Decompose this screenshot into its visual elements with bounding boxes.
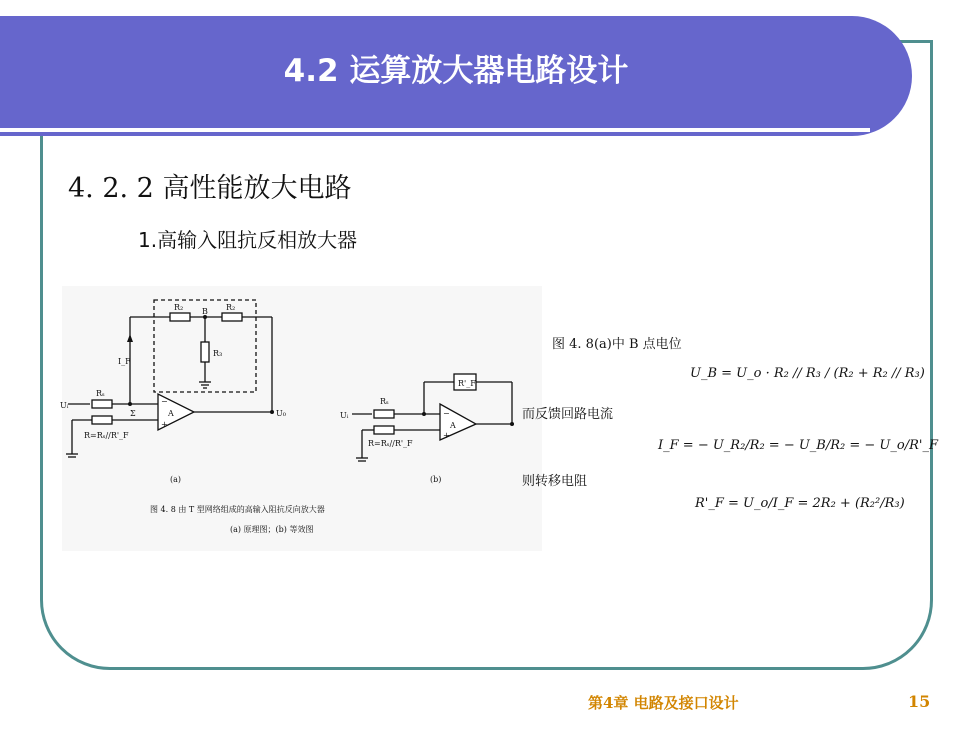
label-a: (a)	[170, 475, 182, 484]
footer-chapter: 第4章 电路及接口设计	[588, 694, 739, 712]
equation-rf: R'_F = U_o/I_F = 2R₂ + (R₂²/R₃)	[695, 496, 905, 511]
equation-if: I_F = − U_R₂/R₂ = − U_B/R₂ = − U_o/R'_F	[658, 438, 938, 453]
uo-a-label: U₀	[276, 409, 286, 418]
slide-title: 4.2 运算放大器电路设计	[283, 53, 629, 89]
r3-label: R₃	[213, 349, 223, 358]
minus-a-label: −	[161, 397, 168, 406]
plus-a-label: +	[161, 420, 168, 429]
circuit-figure	[62, 286, 542, 551]
rs-a-label: Rₛ	[96, 389, 105, 398]
r2-right-label: R₂	[226, 303, 236, 312]
sigma-label: Σ	[130, 409, 136, 418]
ui-a-label: Uᵢ	[60, 401, 69, 410]
title-underline	[0, 128, 870, 132]
amp-a-label: A	[168, 409, 174, 418]
if-label: I_F	[118, 357, 131, 366]
explain-line-1: 图 4. 8(a)中 B 点电位	[552, 337, 682, 352]
label-b: (b)	[430, 475, 442, 484]
footer-page-number: 15	[908, 692, 931, 711]
figure-caption-sub: (a) 原理图；(b) 等效图	[230, 525, 314, 534]
rbias-b-label: R=Rₛ//R'_F	[368, 439, 413, 448]
rf-b-label: R'_F	[458, 379, 476, 388]
node-b-label: B	[202, 307, 208, 316]
rbias-a-label: R=Rₛ//R'_F	[84, 431, 129, 440]
subsection-heading: 1.高输入阻抗反相放大器	[138, 228, 358, 252]
equation-ub: U_B = U_o · R₂ // R₃ / (R₂ + R₂ // R₃)	[690, 366, 925, 381]
explain-line-2: 而反馈回路电流	[522, 407, 614, 422]
minus-b-label: −	[443, 409, 450, 418]
ui-b-label: Uᵢ	[340, 411, 349, 420]
explain-line-3: 则转移电阻	[522, 474, 588, 489]
r2-left-label: R₂	[174, 303, 184, 312]
section-heading: 4. 2. 2 高性能放大电路	[68, 173, 352, 204]
amp-b-label: A	[450, 421, 456, 430]
figure-caption: 图 4. 8 由 T 型网络组成的高输入阻抗反向放大器	[150, 505, 325, 514]
plus-b-label: +	[443, 431, 450, 440]
rs-b-label: Rₛ	[380, 397, 389, 406]
